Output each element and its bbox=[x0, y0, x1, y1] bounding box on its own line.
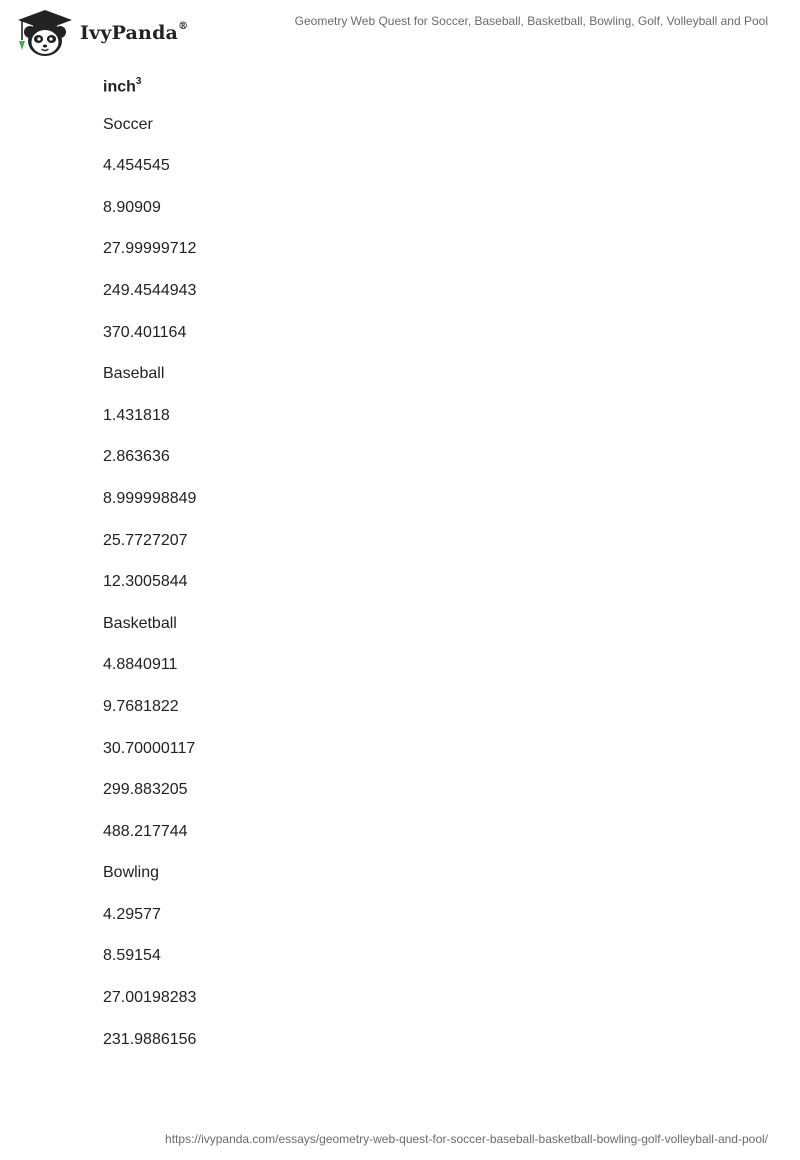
text-line: 4.29577 bbox=[103, 905, 161, 923]
unit-superscript: 3 bbox=[135, 76, 142, 87]
text-line: Soccer bbox=[103, 115, 153, 133]
logo-wordmark: IvyPanda® bbox=[80, 20, 189, 44]
text-line: 25.7727207 bbox=[103, 531, 188, 549]
ivypanda-logo[interactable] bbox=[16, 8, 188, 58]
text-line: 27.99999712 bbox=[103, 240, 197, 258]
text-line: Basketball bbox=[103, 614, 177, 632]
text-line: 30.70000117 bbox=[103, 739, 196, 757]
text-line: 299.883205 bbox=[103, 781, 188, 799]
text-line: Baseball bbox=[103, 365, 165, 383]
text-line: 4.8840911 bbox=[103, 656, 178, 674]
text-line: 9.7681822 bbox=[103, 697, 179, 715]
text-line: 27.00198283 bbox=[103, 989, 197, 1007]
registered-mark: ® bbox=[178, 20, 189, 32]
text-line: 8.59154 bbox=[103, 947, 161, 965]
source-url[interactable]: https://ivypanda.com/essays/geometry-web-quest-for-soccer-baseball-basketball-bowling-golf-volleyball-and-pool/ bbox=[165, 1132, 768, 1146]
text-line: 12.3005844 bbox=[103, 573, 188, 591]
document-body bbox=[103, 72, 196, 1070]
page-header bbox=[0, 0, 800, 70]
panda-graduate-icon bbox=[16, 8, 74, 58]
text-line: 370.401164 bbox=[103, 323, 187, 341]
document-title: Geometry Web Quest for Soccer, Baseball, Basketball, Bowling, Golf, Volleyball and Pool bbox=[294, 14, 768, 28]
text-line: 249.4544943 bbox=[103, 281, 197, 299]
text-line: 8.999998849 bbox=[103, 489, 197, 507]
text-line: 488.217744 bbox=[103, 822, 188, 840]
text-line: Bowling bbox=[103, 864, 160, 882]
text-line: 8.90909 bbox=[103, 198, 161, 216]
text-line: 1.431818 bbox=[103, 406, 170, 424]
text-line: 2.863636 bbox=[103, 448, 170, 466]
text-line: 4.454545 bbox=[103, 157, 170, 175]
text-line: 231.9886156 bbox=[103, 1030, 197, 1048]
unit-heading: inch$^3$ bbox=[103, 76, 142, 96]
